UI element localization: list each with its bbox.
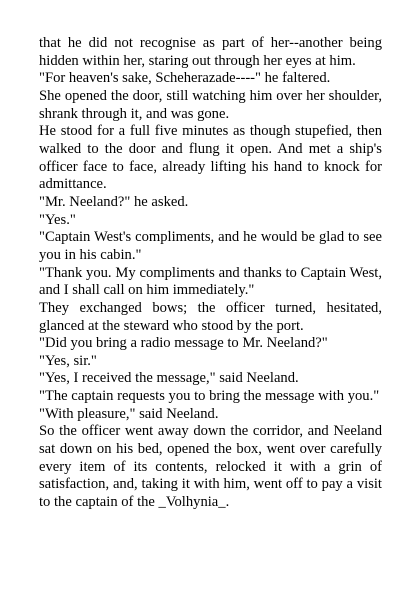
book-page [39,35,382,512]
paragraph: "Yes." [39,211,76,228]
paragraph: "Did you bring a radio message to Mr. Neeland?" [39,335,328,352]
paragraph: "With pleasure," said Neeland. [39,405,219,422]
paragraph: "Yes, sir." [39,352,97,369]
paragraph: They exchanged bows; the officer turned, hesitated, glanced at the steward who stood by the port. [39,299,382,334]
paragraph: "Mr. Neeland?" he asked. [39,193,189,210]
paragraph: that he did not recognise as part of her--another being hidden within her, staring out through her eyes at him. [39,35,382,69]
paragraph: "For heaven's sake, Scheherazade----" he faltered. [39,70,331,87]
paragraph: He stood for a full five minutes as though stupefied, then walked to the door and flung it open. And met a ship's officer face to face, already lifting his hand to knock for admittance. [39,123,382,193]
paragraph: She opened the door, still watching him over her shoulder, shrank through it, and was gone. [39,87,382,122]
paragraph: "Thank you. My compliments and thanks to Captain West, and I shall call on him immediately." [39,264,382,299]
paragraph: "Captain West's compliments, and he would be glad to see you in his cabin." [39,229,382,263]
paragraph: "The captain requests you to bring the message with you." [39,388,380,405]
paragraph: So the officer went away down the corridor, and Neeland sat down on his bed, opened the box, went over carefully every item of its contents, relocked it with a grin of satisfaction, and, taking it with him, went off to pay a visit to the captain of the _Volhynia_. [39,423,382,511]
paragraph: "Yes, I received the message," said Neeland. [39,370,299,387]
